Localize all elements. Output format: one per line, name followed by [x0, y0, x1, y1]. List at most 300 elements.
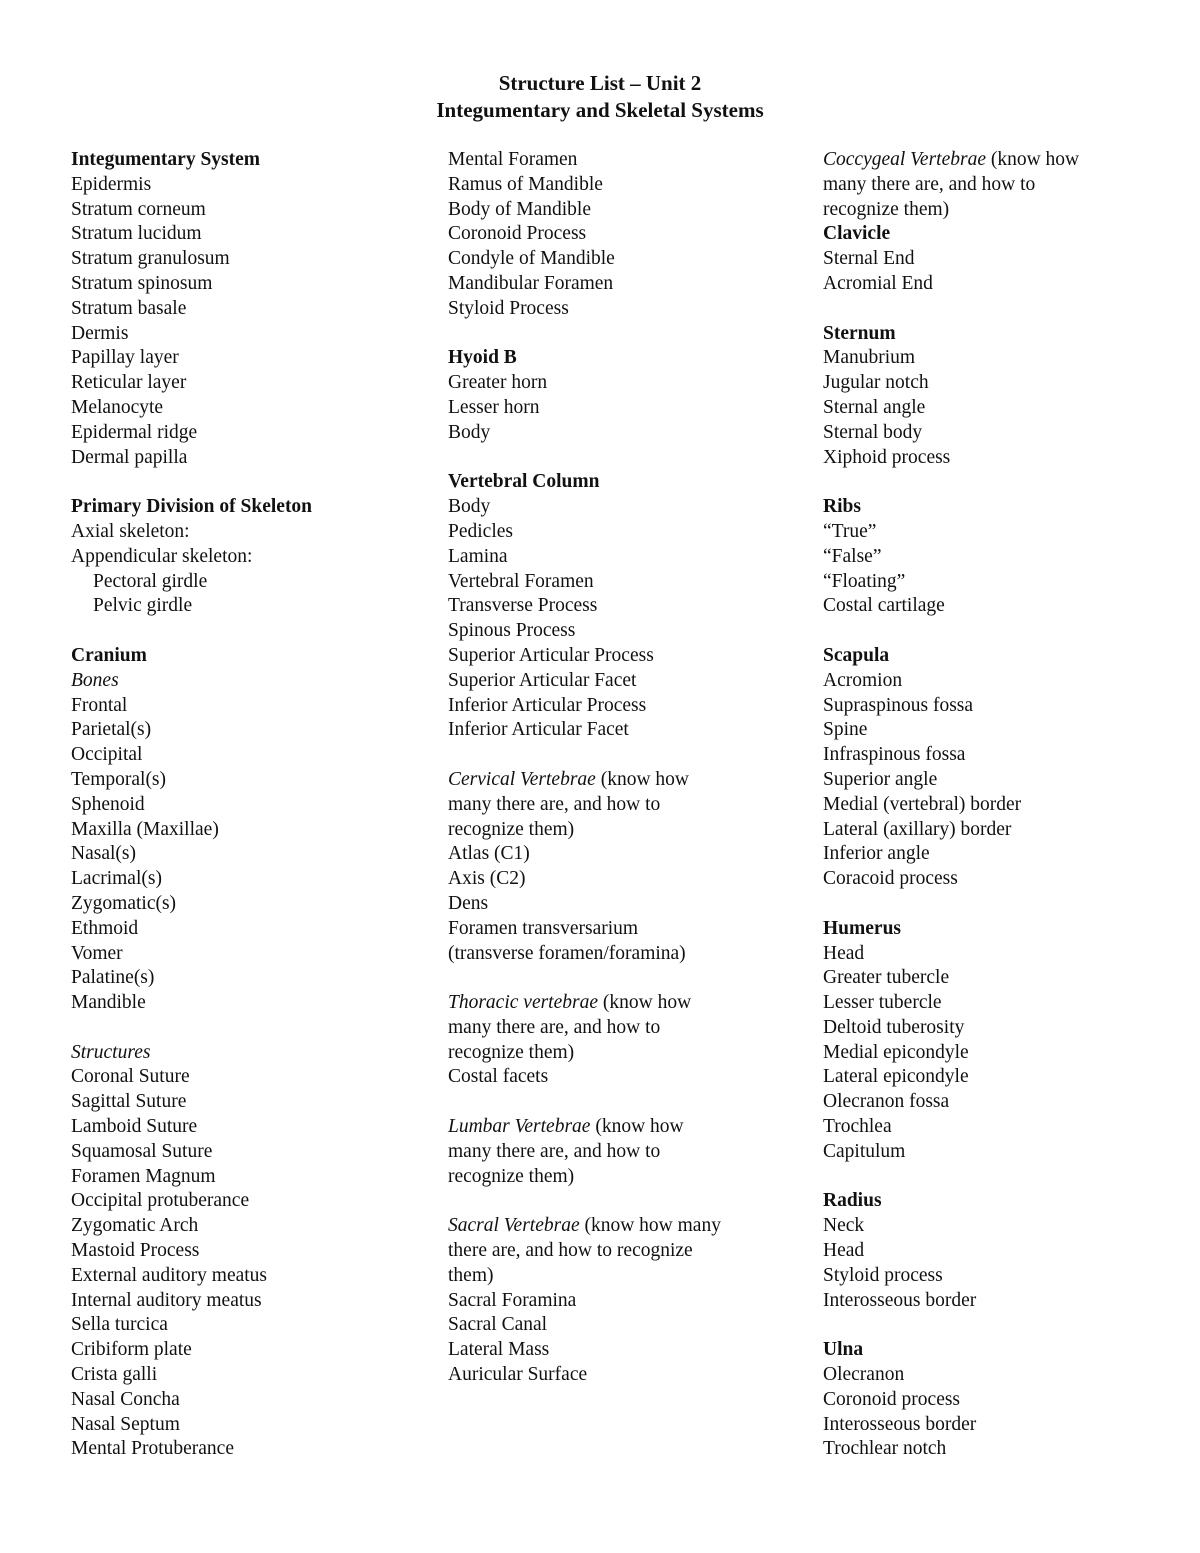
item-text: Stratum lucidum — [71, 223, 202, 245]
item-text: Inferior Articular Facet — [448, 719, 629, 741]
item-text: Palatine(s) — [71, 967, 155, 989]
item-text: recognize them) — [823, 198, 950, 220]
structure-item — [823, 1065, 1163, 1090]
column-2 — [448, 148, 808, 1388]
item-text: Structures — [71, 1041, 151, 1063]
item-text: Nasal(s) — [71, 843, 136, 865]
item-text: recognize them) — [448, 1165, 575, 1187]
structure-item — [823, 346, 1163, 371]
structure-item — [71, 892, 431, 917]
item-text: Head — [823, 942, 865, 964]
item-text: Superior angle — [823, 768, 938, 790]
structure-item — [71, 222, 431, 247]
section-heading — [71, 148, 431, 173]
structure-item — [448, 545, 808, 570]
structure-item — [448, 371, 808, 396]
structure-item — [71, 1388, 431, 1413]
structure-item — [448, 694, 808, 719]
structure-item — [448, 942, 808, 967]
structure-item — [71, 743, 431, 768]
blank-line — [823, 619, 1163, 644]
structure-item — [823, 1239, 1163, 1264]
blank-line — [448, 743, 808, 768]
blank-line — [448, 1189, 808, 1214]
item-text: Interosseous border — [823, 1289, 977, 1311]
structure-item — [823, 1363, 1163, 1388]
structure-item — [448, 644, 808, 669]
item-text: Medial epicondyle — [823, 1041, 969, 1063]
item-text: Mastoid Process — [71, 1240, 200, 1262]
structure-item — [448, 520, 808, 545]
structure-item — [823, 272, 1163, 297]
item-text: Coracoid process — [823, 868, 958, 890]
item-text: Spine — [823, 719, 868, 741]
title-line-1: Structure List – Unit 2 — [498, 71, 702, 95]
item-text: Foramen Magnum — [71, 1165, 216, 1187]
item-text: Cranium — [71, 644, 147, 666]
item-note: (know how many — [579, 1215, 721, 1237]
structure-item — [448, 173, 808, 198]
item-text: Sella turcica — [71, 1314, 168, 1336]
blank-line — [823, 470, 1163, 495]
item-text: Lesser horn — [448, 396, 540, 418]
structure-item — [448, 148, 808, 173]
structure-item — [823, 942, 1163, 967]
item-text: Stratum corneum — [71, 198, 206, 220]
structure-item — [823, 1115, 1163, 1140]
structure-item — [823, 520, 1163, 545]
structure-item — [448, 495, 808, 520]
item-text: Axis (C2) — [448, 868, 526, 890]
item-text: Olecranon — [823, 1364, 905, 1386]
item-text: Capitulum — [823, 1140, 906, 1162]
item-text: Supraspinous fossa — [823, 694, 974, 716]
item-text: Costal facets — [448, 1066, 549, 1088]
item-text: Clavicle — [823, 223, 891, 245]
item-text: Occipital protuberance — [71, 1190, 250, 1212]
section-heading — [823, 322, 1163, 347]
structure-item — [823, 247, 1163, 272]
structure-item — [448, 421, 808, 446]
subsection-heading — [448, 768, 808, 793]
item-note: (know how — [598, 992, 692, 1014]
item-text: Lamboid Suture — [71, 1116, 198, 1138]
structure-item — [71, 1413, 431, 1438]
structure-item — [823, 1140, 1163, 1165]
item-text: there are, and how to recognize — [448, 1240, 693, 1262]
item-text: Hyoid B — [448, 347, 517, 369]
structure-item — [71, 1189, 431, 1214]
structure-item — [448, 1041, 808, 1066]
item-text: Pelvic girdle — [93, 595, 193, 617]
subsection-heading — [823, 148, 1163, 173]
blank-line — [71, 1016, 431, 1041]
section-heading — [823, 222, 1163, 247]
item-text: Spinous Process — [448, 620, 576, 642]
item-note: (know how — [590, 1116, 684, 1138]
structure-item — [823, 1289, 1163, 1314]
structure-item — [71, 1239, 431, 1264]
item-text: “Floating” — [823, 570, 906, 592]
page-title — [0, 70, 1200, 124]
item-text: Transverse Process — [448, 595, 598, 617]
item-text: Coronoid Process — [448, 223, 587, 245]
item-text: Nasal Concha — [71, 1388, 180, 1410]
structure-item — [71, 247, 431, 272]
item-text: Radius — [823, 1190, 882, 1212]
item-text: Sternal angle — [823, 396, 926, 418]
title-line-2: Integumentary and Skeletal Systems — [436, 98, 764, 122]
section-heading — [823, 917, 1163, 942]
item-text: (transverse foramen/foramina) — [448, 942, 686, 964]
section-heading — [823, 495, 1163, 520]
item-text: Coronoid process — [823, 1388, 961, 1410]
structure-item — [448, 669, 808, 694]
structure-item — [448, 1289, 808, 1314]
blank-line — [448, 446, 808, 471]
item-text: Mental Foramen — [448, 149, 578, 170]
structure-item — [823, 1090, 1163, 1115]
structure-item — [823, 594, 1163, 619]
structure-item — [71, 545, 431, 570]
structure-item — [823, 545, 1163, 570]
item-text: Lamina — [448, 545, 508, 567]
structure-item — [71, 322, 431, 347]
item-text: Cribiform plate — [71, 1339, 192, 1361]
item-text: Squamosal Suture — [71, 1140, 213, 1162]
structure-item — [71, 867, 431, 892]
structure-item — [71, 570, 431, 595]
item-text: Vomer — [71, 942, 123, 964]
item-text: Styloid process — [823, 1264, 943, 1286]
structure-item — [71, 297, 431, 322]
item-text: Inferior angle — [823, 843, 930, 865]
structure-item — [823, 1413, 1163, 1438]
item-text: External auditory meatus — [71, 1264, 268, 1286]
structure-item — [71, 966, 431, 991]
structure-item — [823, 842, 1163, 867]
item-text: Axial skeleton: — [71, 520, 190, 542]
structure-item — [448, 570, 808, 595]
item-text: Dermis — [71, 322, 129, 344]
item-text: recognize them) — [448, 1041, 575, 1063]
structure-item — [448, 1313, 808, 1338]
structure-item — [71, 520, 431, 545]
structure-item — [448, 1065, 808, 1090]
item-text: Head — [823, 1240, 865, 1262]
structure-item — [448, 272, 808, 297]
item-text: Body — [448, 496, 491, 518]
item-text: Greater horn — [448, 372, 548, 394]
blank-line — [823, 297, 1163, 322]
item-text: Sagittal Suture — [71, 1091, 187, 1113]
item-text: Foramen transversarium — [448, 917, 639, 939]
structure-item — [71, 421, 431, 446]
item-text: many there are, and how to — [823, 173, 1036, 195]
item-text: Neck — [823, 1215, 865, 1237]
item-text: Acromial End — [823, 272, 933, 294]
blank-line — [823, 892, 1163, 917]
item-text: Lacrimal(s) — [71, 868, 162, 890]
item-text: Bones — [71, 669, 119, 691]
item-text: Occipital — [71, 744, 143, 766]
structure-item — [823, 867, 1163, 892]
item-text: Ethmoid — [71, 917, 139, 939]
structure-item — [71, 1437, 431, 1462]
subsection-heading — [71, 1041, 431, 1066]
item-text: Manubrium — [823, 347, 916, 369]
blank-line — [823, 1165, 1163, 1190]
item-text: Superior Articular Process — [448, 644, 654, 666]
item-text: Epidermal ridge — [71, 421, 198, 443]
structure-item — [448, 594, 808, 619]
structure-item — [448, 842, 808, 867]
item-text: Coronal Suture — [71, 1066, 190, 1088]
structure-item — [71, 198, 431, 223]
item-text: Dens — [448, 892, 489, 914]
structure-item — [448, 1165, 808, 1190]
structure-item — [71, 1313, 431, 1338]
structure-item — [71, 842, 431, 867]
subsection-heading — [448, 1115, 808, 1140]
structure-item — [823, 1437, 1163, 1462]
structure-item — [823, 1214, 1163, 1239]
structure-item — [71, 1165, 431, 1190]
item-text: Medial (vertebral) border — [823, 793, 1022, 815]
structure-item — [71, 917, 431, 942]
item-text: Stratum basale — [71, 297, 187, 319]
item-text: many there are, and how to — [448, 793, 661, 815]
item-note: (know how — [985, 149, 1080, 170]
structure-item — [71, 594, 431, 619]
structure-item — [823, 570, 1163, 595]
structure-item — [823, 718, 1163, 743]
item-text: Vertebral Column — [448, 471, 600, 493]
item-text: Dermal papilla — [71, 446, 188, 468]
structure-item — [448, 718, 808, 743]
structure-item — [448, 892, 808, 917]
structure-item — [823, 396, 1163, 421]
item-text: Ribs — [823, 496, 861, 518]
item-text: Olecranon fossa — [823, 1091, 950, 1113]
structure-item — [71, 371, 431, 396]
blank-line — [448, 322, 808, 347]
item-text: Ulna — [823, 1339, 864, 1361]
structure-item — [823, 669, 1163, 694]
item-text: recognize them) — [448, 818, 575, 840]
item-text: Zygomatic(s) — [71, 892, 177, 914]
item-text: Nasal Septum — [71, 1413, 180, 1435]
subsection-heading — [71, 669, 431, 694]
item-text: Trochlea — [823, 1116, 892, 1138]
item-text: Cervical Vertebrae — [448, 768, 596, 790]
item-text: Interosseous border — [823, 1413, 977, 1435]
structure-item — [448, 297, 808, 322]
structure-item — [71, 1065, 431, 1090]
section-heading — [823, 1338, 1163, 1363]
structure-item — [71, 1363, 431, 1388]
item-text: “True” — [823, 520, 877, 542]
item-text: Sternal body — [823, 421, 923, 443]
section-heading — [71, 644, 431, 669]
structure-item — [71, 346, 431, 371]
structure-item — [71, 396, 431, 421]
item-text: Atlas (C1) — [448, 843, 530, 865]
structure-item — [823, 446, 1163, 471]
item-text: Crista galli — [71, 1364, 158, 1386]
item-text: Humerus — [823, 917, 901, 939]
structure-item — [823, 991, 1163, 1016]
section-heading — [448, 346, 808, 371]
item-text: Integumentary System — [71, 149, 261, 170]
item-text: Ramus of Mandible — [448, 173, 603, 195]
structure-item — [448, 247, 808, 272]
section-heading — [448, 470, 808, 495]
item-text: Jugular notch — [823, 372, 929, 394]
item-text: Vertebral Foramen — [448, 570, 594, 592]
item-text: Sacral Canal — [448, 1314, 548, 1336]
item-text: Primary Division of Skeleton — [71, 496, 313, 518]
item-text: Deltoid tuberosity — [823, 1016, 965, 1038]
structure-item — [71, 446, 431, 471]
item-text: Auricular Surface — [448, 1364, 588, 1386]
structure-item — [71, 991, 431, 1016]
item-text: Sternum — [823, 322, 896, 344]
item-text: Coccygeal Vertebrae — [823, 149, 986, 170]
item-text: Lateral epicondyle — [823, 1066, 969, 1088]
column-3 — [823, 148, 1163, 1462]
structure-item — [448, 1016, 808, 1041]
item-text: Papillay layer — [71, 347, 179, 369]
item-text: Inferior Articular Process — [448, 694, 647, 716]
item-text: Mandible — [71, 992, 146, 1014]
item-text: many there are, and how to — [448, 1140, 661, 1162]
structure-item — [823, 173, 1163, 198]
item-text: Trochlear notch — [823, 1438, 947, 1460]
item-text: Reticular layer — [71, 372, 187, 394]
item-text: Body — [448, 421, 491, 443]
item-text: Melanocyte — [71, 396, 164, 418]
structure-item — [448, 1264, 808, 1289]
item-text: Stratum granulosum — [71, 248, 230, 270]
column-1 — [71, 148, 431, 1462]
item-text: Temporal(s) — [71, 768, 167, 790]
structure-item — [823, 1264, 1163, 1289]
structure-item — [448, 917, 808, 942]
structure-item — [448, 619, 808, 644]
item-text: Acromion — [823, 669, 903, 691]
item-text: Sphenoid — [71, 793, 145, 815]
structure-item — [448, 818, 808, 843]
blank-line — [823, 1313, 1163, 1338]
structure-item — [448, 1140, 808, 1165]
item-text: Condyle of Mandible — [448, 248, 615, 270]
structure-item — [823, 793, 1163, 818]
structure-item — [71, 1140, 431, 1165]
item-text: Mental Protuberance — [71, 1438, 234, 1460]
structure-item — [71, 1289, 431, 1314]
item-text: Pectoral girdle — [93, 570, 208, 592]
item-text: Lumbar Vertebrae — [448, 1116, 591, 1138]
item-text: Sacral Foramina — [448, 1289, 577, 1311]
item-text: Epidermis — [71, 173, 152, 195]
structure-item — [823, 818, 1163, 843]
structure-item — [71, 1115, 431, 1140]
item-text: Pedicles — [448, 520, 513, 542]
structure-item — [71, 1090, 431, 1115]
item-text: Stratum spinosum — [71, 272, 213, 294]
item-text: Sacral Vertebrae — [448, 1215, 580, 1237]
structure-item — [823, 1041, 1163, 1066]
blank-line — [71, 470, 431, 495]
structure-item — [71, 1338, 431, 1363]
structure-item — [823, 743, 1163, 768]
structure-item — [71, 942, 431, 967]
structure-item — [823, 371, 1163, 396]
structure-item — [823, 694, 1163, 719]
subsection-heading — [448, 1214, 808, 1239]
item-text: Zygomatic Arch — [71, 1215, 199, 1237]
structure-item — [71, 768, 431, 793]
section-heading — [823, 1189, 1163, 1214]
item-text: “False” — [823, 545, 882, 567]
item-text: Lateral Mass — [448, 1339, 550, 1361]
item-text: many there are, and how to — [448, 1016, 661, 1038]
structure-item — [448, 222, 808, 247]
item-text: Thoracic vertebrae — [448, 992, 599, 1014]
item-text: Internal auditory meatus — [71, 1289, 262, 1311]
structure-item — [448, 867, 808, 892]
structure-item — [448, 198, 808, 223]
blank-line — [448, 966, 808, 991]
item-text: Lesser tubercle — [823, 992, 942, 1014]
item-text: Parietal(s) — [71, 719, 152, 741]
item-text: Appendicular skeleton: — [71, 545, 253, 567]
item-text: Costal cartilage — [823, 595, 945, 617]
structure-item — [823, 1016, 1163, 1041]
structure-item — [448, 1363, 808, 1388]
item-text: Body of Mandible — [448, 198, 591, 220]
structure-item — [71, 818, 431, 843]
structure-item — [71, 272, 431, 297]
item-text: Xiphoid process — [823, 446, 951, 468]
item-text: Scapula — [823, 644, 890, 666]
item-text: Mandibular Foramen — [448, 272, 614, 294]
item-text: Greater tubercle — [823, 967, 950, 989]
item-text: Frontal — [71, 694, 128, 716]
blank-line — [71, 619, 431, 644]
structure-item — [71, 1214, 431, 1239]
structure-item — [71, 694, 431, 719]
structure-item — [448, 793, 808, 818]
structure-item — [448, 396, 808, 421]
structure-item — [823, 421, 1163, 446]
item-text: Styloid Process — [448, 297, 569, 319]
item-text: Lateral (axillary) border — [823, 818, 1012, 840]
structure-item — [823, 768, 1163, 793]
item-note: (know how — [595, 768, 690, 790]
item-text: Sternal End — [823, 248, 915, 270]
item-text: Maxilla (Maxillae) — [71, 818, 219, 840]
structure-item — [71, 718, 431, 743]
structure-item — [71, 1264, 431, 1289]
structure-item — [448, 1239, 808, 1264]
structure-item — [823, 198, 1163, 223]
item-text: Infraspinous fossa — [823, 744, 966, 766]
item-text: them) — [448, 1264, 494, 1286]
item-text: Superior Articular Facet — [448, 669, 637, 691]
structure-item — [71, 793, 431, 818]
